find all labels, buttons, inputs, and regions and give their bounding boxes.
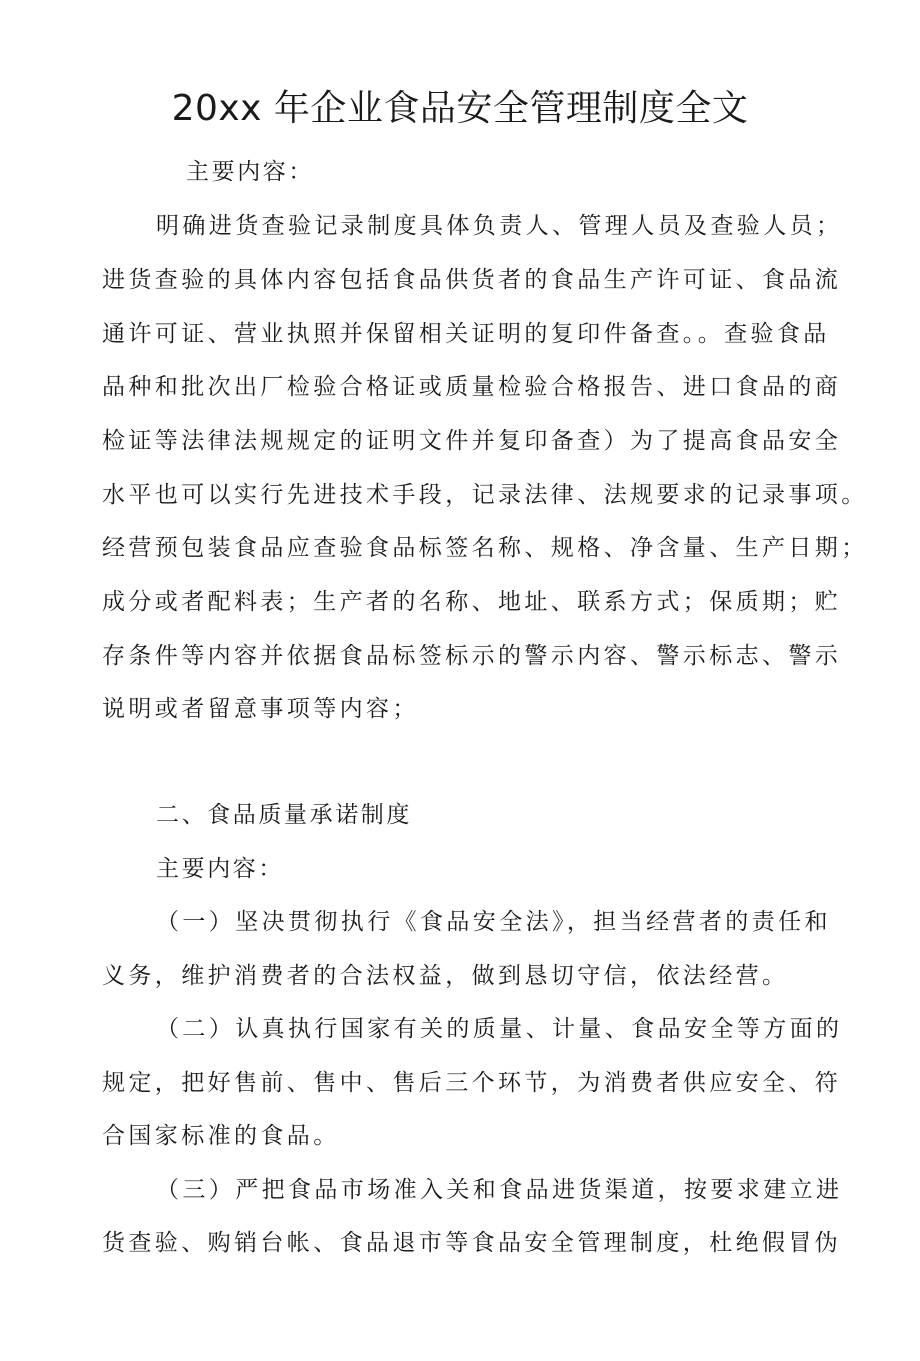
section2-heading: 二、食品质量承诺制度 — [156, 802, 412, 828]
item-two-line: 规定，把好售前、售中、售后三个环节，为消费者供应安全、符 — [102, 1070, 842, 1096]
paragraph-line: 存条件等内容并依据食品标签标示的警示内容、警示标志、警示 — [102, 643, 842, 669]
item-two-line: （二）认真执行国家有关的质量、计量、食品安全等方面的 — [156, 1016, 843, 1042]
item-one-line: 义务，维护消费者的合法权益，做到恳切守信，依法经营。 — [102, 963, 789, 989]
section1-label: 主要内容： — [186, 159, 314, 185]
item-two-line: 合国家标准的食品。 — [102, 1123, 340, 1149]
item-three-line: （三）严把食品市场准入关和食品进货渠道，按要求建立进 — [156, 1177, 843, 1203]
document-title: 20xx 年企业食品安全管理制度全文 — [171, 88, 749, 129]
item-one-line: （一）坚决贯彻执行《食品安全法》，担当经营者的责任和 — [156, 909, 831, 935]
paragraph-line: 成分或者配料表；生产者的名称、地址、联系方式；保质期；贮 — [102, 589, 842, 615]
item-three-line: 货查验、购销台帐、食品退市等食品安全管理制度，杜绝假冒伪 — [102, 1230, 842, 1256]
paragraph-line: 检证等法律法规规定的证明文件并复印备查）为了提高食品安全 — [102, 428, 842, 454]
section2-label: 主要内容： — [156, 856, 284, 882]
paragraph-line: 通许可证、营业执照并保留相关证明的复印件备查。。查验食品 — [102, 321, 830, 347]
paragraph-line: 经营预包装食品应查验食品标签名称、规格、净含量、生产日期； — [102, 535, 868, 561]
paragraph-line: 说明或者留意事项等内容； — [102, 696, 419, 722]
paragraph-line: 水平也可以实行先进技术手段，记录法律、法规要求的记录事项。 — [102, 482, 868, 508]
paragraph-line: 品种和批次出厂检验合格证或质量检验合格报告、进口食品的商 — [102, 374, 842, 400]
paragraph-line: 明确进货查验记录制度具体负责人、管理人员及查验人员； — [156, 213, 843, 239]
paragraph-line: 进货查验的具体内容包括食品供货者的食品生产许可证、食品流 — [102, 267, 842, 293]
